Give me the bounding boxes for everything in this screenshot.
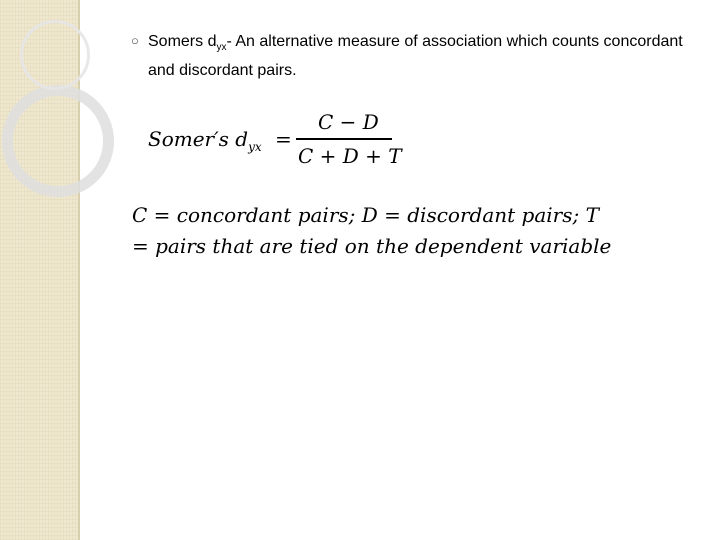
bullet-text-pre: Somers d <box>148 33 217 50</box>
fraction-bar <box>296 138 392 140</box>
formula-lhs-subscript: yx <box>248 140 262 154</box>
formula-equals: = <box>275 127 292 151</box>
decorative-ring-small <box>20 20 90 90</box>
bullet-text-subscript: yx <box>216 42 227 54</box>
bullet-text <box>148 30 708 82</box>
formula-lhs-text: Somer′s d <box>148 127 249 151</box>
decorative-ring-large <box>2 85 114 197</box>
formula-numerator: C − D <box>318 110 379 134</box>
formula-denominator: C + D + T <box>298 144 402 168</box>
definition-line-1: C = concordant pairs; D = discordant pairs; T <box>132 203 599 227</box>
formula-lhs <box>148 127 262 154</box>
bullet-text-post: - An alternative measure of association which counts concordant and discordant pairs. <box>148 33 683 80</box>
bullet-icon: ○ <box>131 33 139 48</box>
definition-line-2: = pairs that are tied on the dependent variable <box>132 234 612 258</box>
